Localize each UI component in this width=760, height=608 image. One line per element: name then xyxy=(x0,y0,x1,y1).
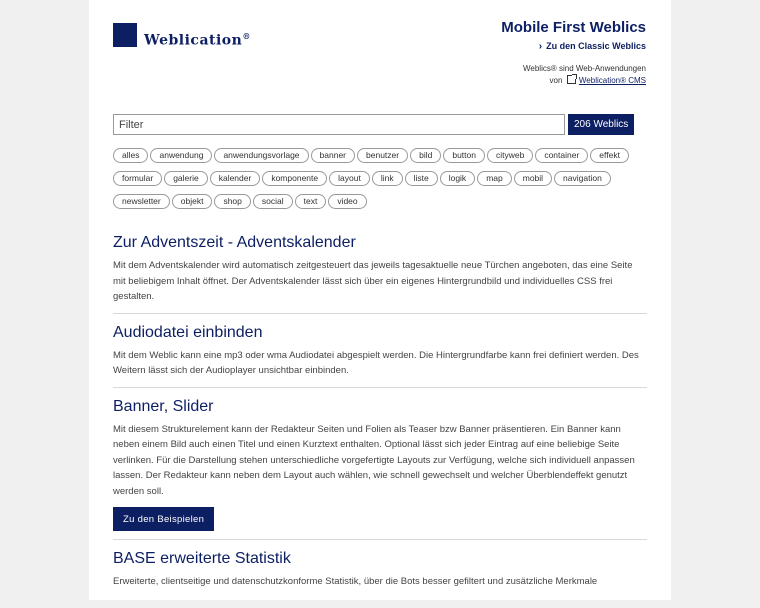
tag-map[interactable]: map xyxy=(477,171,512,186)
tag-mobil[interactable]: mobil xyxy=(514,171,552,186)
tag-list xyxy=(113,145,643,214)
classic-weblics-label: Zu den Classic Weblics xyxy=(546,41,646,51)
weblic-title[interactable]: Banner, Slider xyxy=(113,397,214,415)
tag-formular[interactable]: formular xyxy=(113,171,162,186)
filter-bar xyxy=(113,114,634,135)
tag-objekt[interactable]: objekt xyxy=(172,194,213,209)
tag-logik[interactable]: logik xyxy=(440,171,475,186)
tag-liste[interactable]: liste xyxy=(405,171,438,186)
classic-weblics-link[interactable] xyxy=(501,41,646,52)
filter-input[interactable] xyxy=(113,114,565,135)
tag-newsletter[interactable]: newsletter xyxy=(113,194,170,209)
page-title: Mobile First Weblics xyxy=(501,19,646,36)
weblic-description: Mit diesem Strukturelement kann der Redakteur Seiten und Folien als Teaser bzw Banner präsentieren. Ein Banner kann neben einem Bild auch einen Titel und einen Kurztext enthalten. Optional lässt sich jeder Eintrag auf eine beliebige Seite verlinken. Für die Darstellung stehen unterschiedliche vorgefertigte Layouts zur Verfügung, welche sich individuell anpassen lassen. Der Redakteur kann neben dem Layout auch wählen, wie schnell gewechselt und welcher Überblendeffekt genutzt werden soll. xyxy=(113,423,635,497)
tag-effekt[interactable]: effekt xyxy=(590,148,629,163)
weblic-description: Mit dem Weblic kann eine mp3 oder wma Audiodatei abgespielt werden. Die Hintergrundfarbe kann frei definiert werden. Des Weitern lässt sich der Audioplayer unsichtbar einbinden. xyxy=(113,349,639,376)
tag-benutzer[interactable]: benutzer xyxy=(357,148,408,163)
note-von: von xyxy=(549,76,563,85)
weblic-entry xyxy=(113,550,647,598)
weblic-entry xyxy=(113,324,647,388)
weblics-list xyxy=(113,234,647,608)
tag-cityweb[interactable]: cityweb xyxy=(487,148,533,163)
chevron-right-icon: › xyxy=(538,41,543,52)
tag-shop[interactable]: shop xyxy=(214,194,250,209)
weblication-logo[interactable] xyxy=(113,23,251,47)
tag-komponente[interactable]: komponente xyxy=(262,171,327,186)
cms-link[interactable]: Weblication® CMS xyxy=(578,76,646,85)
tag-text[interactable]: text xyxy=(295,194,327,209)
tag-button[interactable]: button xyxy=(443,148,485,163)
weblic-title[interactable]: Audiodatei einbinden xyxy=(113,323,263,341)
weblics-count-button[interactable]: 206 Weblics xyxy=(568,114,634,135)
tag-kalender[interactable]: kalender xyxy=(210,171,261,186)
examples-button[interactable]: Zu den Beispielen xyxy=(113,507,214,531)
weblic-description: Erweiterte, clientseitige und datenschutzkonforme Statistik, über die Bots besser gefiltert und zusätzliche Merkmale xyxy=(113,576,598,587)
logo-text: Weblication® xyxy=(144,31,251,49)
weblic-title[interactable]: BASE erweiterte Statistik xyxy=(113,550,291,567)
weblic-title[interactable]: Zur Adventszeit - Adventskalender xyxy=(113,234,356,251)
header-info xyxy=(501,19,646,87)
weblic-entry xyxy=(113,398,647,541)
tag-link[interactable]: link xyxy=(372,171,403,186)
tag-navigation[interactable]: navigation xyxy=(554,171,611,186)
tag-banner[interactable]: banner xyxy=(311,148,355,163)
note-line-1: Weblics® sind Web-Anwendungen xyxy=(523,64,646,73)
weblic-entry xyxy=(113,234,647,314)
tag-anwendung[interactable]: anwendung xyxy=(150,148,212,163)
tag-bild[interactable]: bild xyxy=(410,148,441,163)
tag-layout[interactable]: layout xyxy=(329,171,370,186)
tag-video[interactable]: video xyxy=(328,194,366,209)
external-link-icon xyxy=(567,75,576,84)
tag-alles[interactable]: alles xyxy=(113,148,148,163)
tag-container[interactable]: container xyxy=(535,148,588,163)
page xyxy=(89,0,671,600)
tag-galerie[interactable]: galerie xyxy=(164,171,208,186)
weblic-description: Mit dem Adventskalender wird automatisch zeitgesteuert das jeweils tagesaktuelle neue Türchen angeboten, das eine Seite mit beliebigem Inhalt öffnet. Der Adventskalender lässt sich über ein eigenes Hintergrundbild und individuelles CSS frei gestalten. xyxy=(113,260,633,302)
header-note xyxy=(501,63,646,87)
logo-mark-square xyxy=(113,23,137,47)
tag-social[interactable]: social xyxy=(253,194,293,209)
tag-anwendungsvorlage[interactable]: anwendungsvorlage xyxy=(214,148,308,163)
